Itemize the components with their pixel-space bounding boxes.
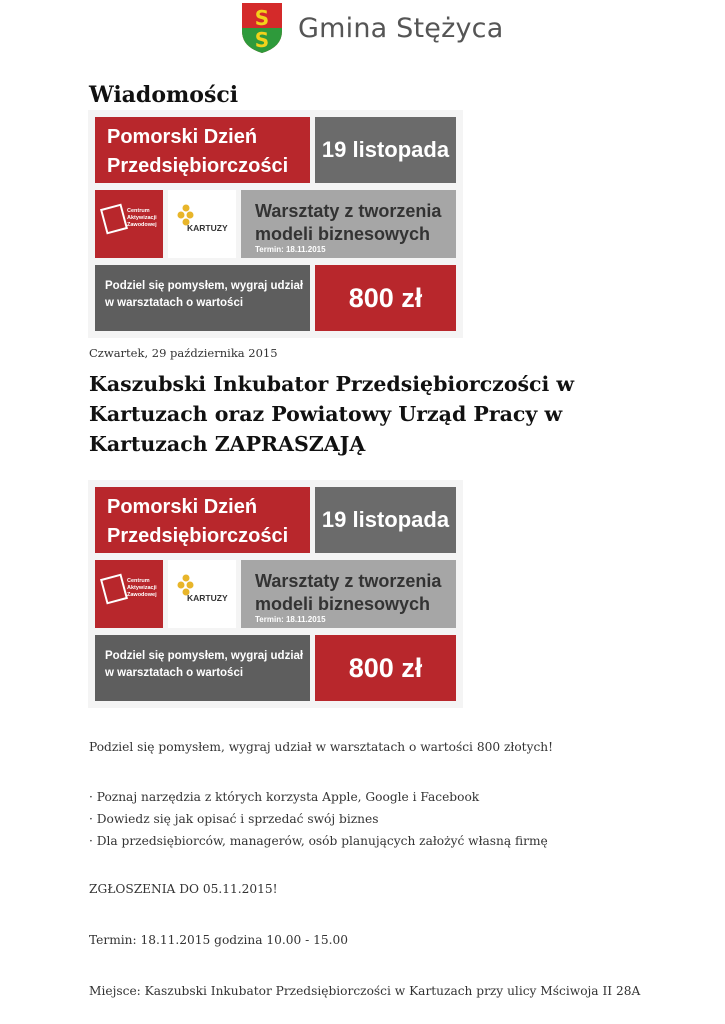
banner-date: 19 listopada (315, 487, 456, 553)
cas-logo: Centrum Aktywizacji Zawodowej (95, 560, 163, 628)
banner-title: Pomorski Dzień Przedsiębiorczości (95, 117, 310, 183)
kartuzy-logo: KARTUZY (168, 560, 236, 628)
section-title: Wiadomości (89, 82, 239, 108)
article-deadline: ZGŁOSZENIA DO 05.11.2015! (89, 882, 278, 896)
document-icon (100, 574, 128, 605)
svg-text:S: S (254, 28, 270, 52)
event-banner-thumbnail[interactable] (88, 110, 463, 338)
banner-date: 19 listopada (315, 117, 456, 183)
banner-price: 800 zł (315, 635, 456, 701)
kartuzy-logo: KARTUZY (168, 190, 236, 258)
list-item: · Poznaj narzędzia z których korzysta Apple, Google i Facebook (89, 790, 480, 804)
event-banner-image (88, 480, 463, 708)
banner-title: Pomorski Dzień Przedsiębiorczości (95, 487, 310, 553)
cas-logo: Centrum Aktywizacji Zawodowej (95, 190, 163, 258)
banner-share: Podziel się pomysłem, wygraj udział w warsztatach o wartości (95, 265, 310, 331)
article-intro: Podziel się pomysłem, wygraj udział w warsztatach o wartości 800 złotych! (89, 740, 554, 754)
document-icon (100, 204, 128, 235)
article-term: Termin: 18.11.2015 godzina 10.00 - 15.00 (89, 933, 349, 947)
site-header[interactable] (240, 0, 503, 56)
banner-share: Podziel się pomysłem, wygraj udział w warsztatach o wartości (95, 635, 310, 701)
banner-price: 800 zł (315, 265, 456, 331)
list-item: · Dla przedsiębiorców, managerów, osób planujących założyć własną firmę (89, 834, 548, 848)
svg-text:S: S (254, 6, 270, 30)
list-item: · Dowiedz się jak opisać i sprzedać swój biznes (89, 812, 379, 826)
article-place: Miejsce: Kaszubski Inkubator Przedsiębiorczości w Kartuzach przy ulicy Mściwoja II 28A (89, 984, 641, 998)
banner-workshop: Warsztaty z tworzenia modeli biznesowych Termin: 18.11.2015 (241, 560, 456, 628)
article-date: Czwartek, 29 października 2015 (89, 346, 278, 360)
coat-of-arms-icon (240, 1, 284, 55)
article-title[interactable]: Kaszubski Inkubator Przedsiębiorczości w Kartuzach oraz Powiatowy Urząd Pracy w Kartuzach ZAPRASZAJĄ (89, 372, 575, 456)
banner-workshop: Warsztaty z tworzenia modeli biznesowych Termin: 18.11.2015 (241, 190, 456, 258)
site-name[interactable]: Gmina Stężyca (298, 12, 504, 44)
bullet-list (89, 786, 548, 852)
